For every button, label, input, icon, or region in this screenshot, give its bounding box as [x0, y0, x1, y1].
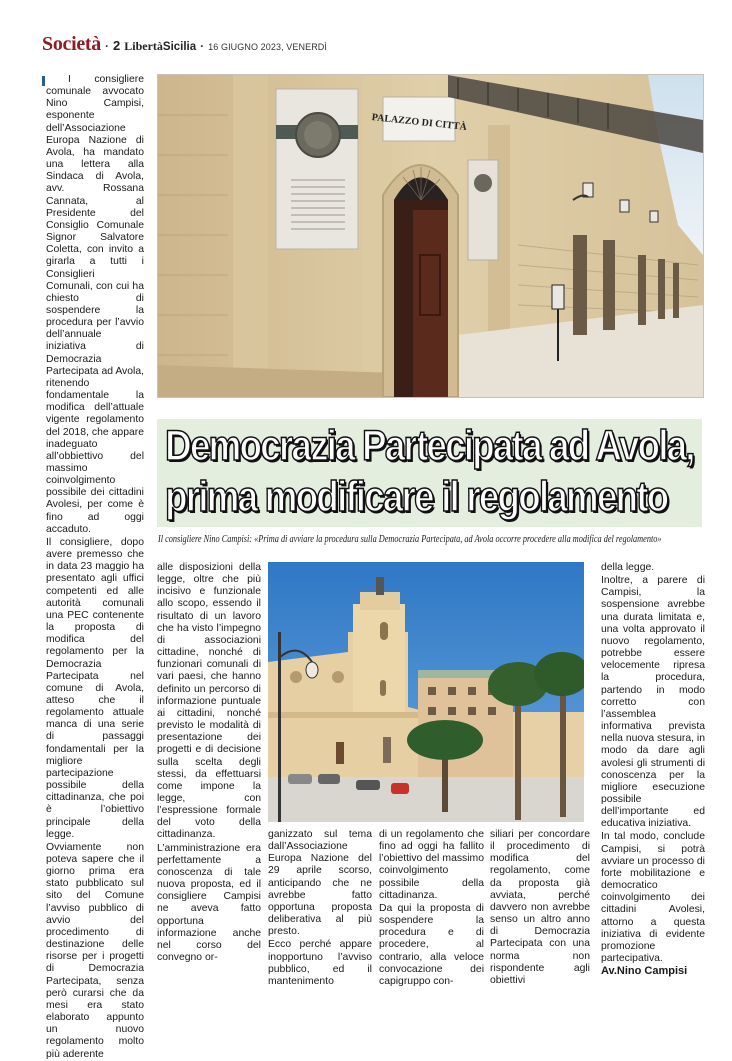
article-column-6 — [601, 562, 705, 977]
church-square-image — [268, 562, 584, 822]
separator: · — [200, 39, 205, 53]
article-column-5 — [490, 829, 590, 987]
headline — [165, 421, 694, 523]
paragraph-marker-icon — [42, 76, 45, 86]
headline-box — [157, 419, 702, 527]
article-column-1 — [46, 74, 144, 1061]
paragraph: Ecco perché appare inopportuno l’avviso pubblico, ed il mantenimento — [268, 939, 372, 987]
paragraph: In tal modo, conclude Campisi, si potrà avviare un processo di forte mobilitazione e democratico coinvolgimento dei cittadini Avolesi, attorno a questa iniziativa di evidente promozione partecipativa. — [601, 831, 705, 964]
paragraph: della legge. — [601, 562, 655, 573]
dateline: 16 GIUGNO 2023, VENERDÌ — [208, 42, 327, 52]
paragraph: di un regolamento che fino ad oggi ha fallito l’obiettivo del massimo coinvolgimento possibile della cittadinanza. — [379, 829, 484, 901]
paragraph: siliari per concordare il procedimento di modifica del regolamento, come da proposta già avviata, perché davvero non avrebbe senso un altro anno di Democrazia Partecipata con una norma non rispondente agli obiettivi — [490, 829, 590, 986]
building-facade-image — [158, 75, 703, 397]
paper-logo-sub: Sicilia — [162, 41, 197, 53]
paragraph: ganizzato sul tema dall’Associazione Europa Nazione del 29 aprile scorso, anticipando che ne avrebbe fatto opportuna proposta deliberativa al più presto. — [268, 829, 372, 938]
masthead — [42, 33, 327, 55]
palazzo-sign-text: PALAZZO DI CITTÀ — [371, 112, 468, 133]
paragraph: L’amministrazione era perfettamente a conoscenza di tale nuova proposta, ed il consigliere Campisi ne aveva fatto opportuna informazione anche nel corso del convegno or- — [157, 842, 261, 963]
avola-church-square-photo — [268, 562, 584, 822]
paper-logo-main: Libertà — [124, 39, 163, 53]
author-signature: Av.Nino Campisi — [601, 965, 688, 978]
paragraph: Da qui la proposta di sospendere la procedura e di procedere, al contrario, alla veloce convocazione dei capigruppo con- — [379, 902, 484, 987]
page-number: 2 — [113, 38, 121, 53]
paper-logo — [124, 39, 196, 54]
paragraph: Inoltre, a parere di Campisi, la sospensione avrebbe una durata limitata e, una volta approvato il nuovo regolamento, potrebbe essere velocemente ripresa la procedura, partendo in modo corretto con l’assemblea informativa prevista nella nuova stesura, in modo da dare agli avolesi gli strumenti di conoscenza per la migliore esecuzione possibile dell’importante ed educativa iniziativa. — [601, 575, 705, 830]
article-column-4 — [379, 829, 484, 988]
paragraph: Il consigliere, dopo avere premesso che in data 23 maggio ha presentato agli uffici competenti ed alle autorità comunali una PEC contenente la proposta di modifica del regolamento per la Democrazia Partecipata nel comune di Avola, atteso che il regolamento attuale manca di una serie di passaggi fondamentali per la migliore partecipazione possibile della cittadinanza, che poi è l’obiettivo principale della legge. — [46, 536, 144, 840]
separator: · — [105, 39, 109, 53]
article-column-3 — [268, 829, 372, 988]
headline-line-2: prima modificare il regolamento — [165, 473, 668, 521]
headline-line-1: Democrazia Partecipata ad Avola, — [165, 422, 694, 470]
paragraph: Ovviamente non poteva sapere che il giorno prima era stato pubblicato sul sito del Comune l’avviso pubblico di avvio del procedimento di destinazione delle risorse per i progetti di Democrazia Partecipata, senza però curarsi che da mesi era stato elaborato appunto un nuovo regolamento molto più aderente — [46, 841, 144, 1060]
subheadline: Il consigliere Nino Campisi: «Prima di avviare la procedura sulla Democrazia Partecipata, ad Avola occorre procedere alla modifica del regolamento» — [158, 534, 662, 545]
article-column-2 — [157, 562, 261, 964]
section-title: Società — [42, 33, 101, 55]
paragraph: I consigliere comunale avvocato Nino Campisi, esponente dell’Associazione Europa Nazione di Avola, ha mandato una lettera alla Sindaca di Avola, avv. Rossana Cannata, al Presidente del Consiglio Comunale Signor Salvatore Coletta, con invito a girarla a tutti i Consiglieri Comunali, con cui ha chiesto di sospendere la procedura per l’avvio dell’annuale iniziativa di Democrazia Partecipata ad Avola, ritenendo fondamentale la modifica dell’attuale vigente regolamento del 2018, che appare inadeguato all’obbiettivo del massimo coinvolgimento possibile dei cittadini Avolesi, per come è fino ad oggi accaduto. — [46, 74, 145, 535]
palazzo-di-citta-photo — [157, 74, 704, 398]
paragraph: alle disposizioni della legge, oltre che più incisivo e funzionale allo scopo, essendo il risultato di un lavoro che ha visto l’impegno di associazioni cittadine, nonché di funzionari comunali di vari paesi, che hanno definito un percorso di informazione puntuale ai cittadini, nonché previsto le modalità di presentazione dei progetti e di decisione sulla scelta degli stessi, da effettuarsi come impone la legge, con l’espressione formale del voto della cittadinanza. — [157, 562, 261, 841]
